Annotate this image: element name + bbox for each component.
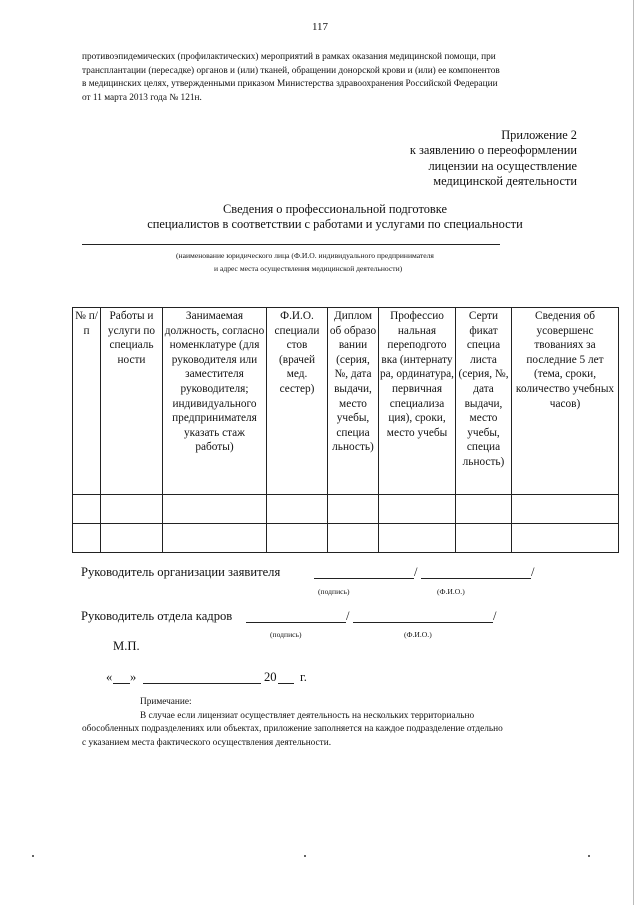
table-cell[interactable] [379, 495, 456, 524]
table-cell[interactable] [163, 495, 267, 524]
specialists-table [72, 307, 619, 553]
table-row [73, 495, 619, 524]
intro-line: трансплантации (пересадке) органов и (или) тканей, обращении донорской крови и (или) ее компонентов [82, 65, 500, 76]
head-signature-label: Руководитель организации заявителя [81, 565, 281, 579]
annex-line: лицензии на осуществление [428, 158, 577, 173]
date-day-line[interactable] [113, 683, 130, 684]
table-cell[interactable] [512, 524, 619, 553]
column-header: Ф.И.О. специали стов (врачей мед. сестер) [267, 308, 328, 495]
annex-line: медицинской деятельности [433, 174, 577, 189]
intro-line: в медицинских целях, утвержденными приказом Министерства здравоохранения Российской Федерации [82, 79, 498, 89]
table-cell[interactable] [101, 495, 163, 524]
table-cell[interactable] [73, 524, 101, 553]
annex-heading [410, 128, 577, 190]
title-line-1: Сведения о профессиональной подготовке [223, 202, 447, 216]
table-cell[interactable] [456, 524, 512, 553]
note-line: обособленных подразделениях или объектах, приложение заполняется на каждое подразделение отдельно [82, 724, 503, 735]
note-line: В случае если лицензиат осуществляет деятельность на нескольких территориально [140, 711, 475, 721]
head-signature-slash: / [414, 565, 418, 579]
hr-sign-caption: (подпись) [270, 630, 302, 639]
table-cell[interactable] [163, 524, 267, 553]
column-header: Серти фикат специа листа (серия, №, дата выдачи, место учебы, специа льность) [456, 308, 512, 495]
intro-paragraph [82, 51, 568, 105]
table-cell[interactable] [456, 495, 512, 524]
hr-signature-label: Руководитель отдела кадров [81, 609, 233, 623]
table-cell[interactable] [379, 524, 456, 553]
column-header: Диплом об образо вании (серия, №, дата выдачи, место учебы, специа льность) [328, 308, 379, 495]
date-close-quote: » [130, 670, 137, 684]
head-fio-slash: / [531, 565, 535, 579]
head-fio-caption: (Ф.И.О.) [437, 587, 465, 596]
scan-speck [304, 855, 306, 857]
scan-edge-mark [633, 0, 634, 905]
stamp-label: М.П. [113, 639, 140, 653]
head-sign-caption: (подпись) [318, 587, 350, 596]
hr-fio-line[interactable] [353, 622, 493, 623]
date-year-suffix: г. [300, 670, 307, 684]
note-body [82, 710, 618, 750]
hr-fio-slash: / [493, 609, 497, 623]
column-header: Занимаемая должность, согласно номенклатуре (для руководителя или заместителя руководителя; индивидуального предпринимателя указать стаж работы) [163, 308, 267, 495]
column-header: Профессио нальная переподгото вка (интернату ра, ординатура, первичная специализа ция), сроки, место учебы [379, 308, 456, 495]
table-cell[interactable] [73, 495, 101, 524]
table-cell[interactable] [101, 524, 163, 553]
column-header: Сведения об усовершенс твованиях за последние 5 лет (тема, сроки, количество учебных часов) [512, 308, 619, 495]
hr-signature-slash: / [346, 609, 350, 623]
table-cell[interactable] [512, 495, 619, 524]
table-header-row [73, 308, 619, 495]
page-number: 117 [311, 21, 329, 33]
date-open-quote: « [106, 670, 113, 684]
table-cell[interactable] [267, 495, 328, 524]
annex-line: к заявлению о переоформлении [409, 143, 577, 158]
head-fio-line[interactable] [421, 578, 531, 579]
scan-speck [32, 855, 34, 857]
date-year-prefix: 20 [264, 670, 277, 684]
note-line: с указанием места фактического осуществления деятельности. [82, 737, 332, 748]
hr-signature-line[interactable] [246, 622, 346, 623]
table-cell[interactable] [328, 495, 379, 524]
intro-line: противоэпидемических (профилактических) мероприятий в рамках оказания медицинской помощи, при [82, 52, 496, 62]
organization-caption-1: (наименование юридического лица (Ф.И.О. индивидуального предпринимателя [176, 251, 434, 260]
intro-line: от 11 марта 2013 года № 121н. [82, 92, 202, 103]
column-header: № п/п [73, 308, 101, 495]
date-year-line[interactable] [278, 683, 294, 684]
organization-caption-2: и адрес места осуществления медицинской деятельности) [214, 264, 403, 273]
table-row [73, 524, 619, 553]
table-cell[interactable] [328, 524, 379, 553]
note-label: Примечание: [140, 697, 192, 707]
hr-fio-caption: (Ф.И.О.) [404, 630, 432, 639]
organization-name-line [82, 244, 500, 245]
head-signature-line[interactable] [314, 578, 414, 579]
date-month-line[interactable] [143, 683, 261, 684]
scan-speck [588, 855, 590, 857]
title-line-2: специалистов в соответствии с работами и услугами по специальности [147, 217, 523, 232]
table-cell[interactable] [267, 524, 328, 553]
document-title [60, 202, 610, 233]
annex-line: Приложение 2 [501, 128, 577, 142]
column-header: Работы и услуги по специаль ности [101, 308, 163, 495]
